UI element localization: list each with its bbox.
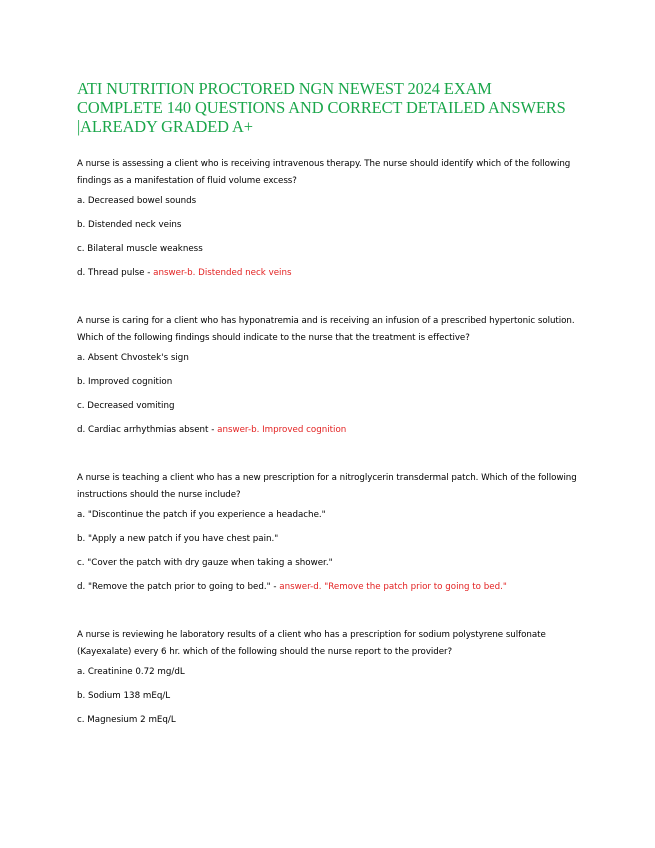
answer-option: a. Decreased bowel sounds (77, 196, 197, 206)
question-stem: A nurse is reviewing he laboratory results of a client who has a prescription for sodium polystyrene sulfonate (Kayexalate) every 6 hr. which of the following should the nurse report to the provider? (77, 630, 546, 657)
correct-answer: answer-d. "Remove the patch prior to going to bed." (279, 582, 507, 592)
document-page (77, 79, 577, 738)
answer-option: b. Distended neck veins (77, 220, 182, 230)
answer-option: a. Absent Chvostek's sign (77, 353, 189, 363)
answer-option: c. Magnesium 2 mEq/L (77, 715, 176, 725)
answer-option: d. "Remove the patch prior to going to bed." - (77, 582, 280, 592)
section-gap (77, 448, 577, 470)
answer-option: c. "Cover the patch with dry gauze when taking a shower." (77, 558, 333, 568)
document-title: ATI NUTRITION PROCTORED NGN NEWEST 2024 EXAM COMPLETE 140 QUESTIONS AND CORRECT DETAILED ANSWERS |ALREADY GRADED A+ (77, 79, 566, 136)
answer-option: c. Decreased vomiting (77, 401, 175, 411)
question-stem: A nurse is assessing a client who is receiving intravenous therapy. The nurse should identify which of the following findings as a manifestation of fluid volume excess? (77, 159, 571, 186)
section-gap (77, 291, 577, 313)
question-block (77, 156, 577, 280)
question-stem: A nurse is teaching a client who has a new prescription for a nitroglycerin transdermal patch. Which of the following instructions should the nurse include? (77, 473, 577, 500)
answer-option-with-key (77, 424, 577, 437)
answer-option: d. Cardiac arrhythmias absent - (77, 425, 218, 435)
correct-answer: answer-b. Distended neck veins (153, 268, 292, 278)
answer-option: a. Creatinine 0.72 mg/dL (77, 667, 185, 677)
answer-option: b. "Apply a new patch if you have chest pain." (77, 534, 279, 544)
section-gap (77, 605, 577, 627)
answer-option: d. Thread pulse - (77, 268, 154, 278)
question-block (77, 313, 577, 437)
answer-option-with-key (77, 267, 577, 280)
question-stem: A nurse is caring for a client who has hyponatremia and is receiving an infusion of a prescribed hypertonic solution. Which of the following findings should indicate to the nurse that the treatment is effective? (77, 316, 575, 343)
answer-option: b. Sodium 138 mEq/L (77, 691, 171, 701)
answer-option-with-key (77, 581, 577, 594)
question-block (77, 627, 577, 727)
answer-option: a. "Discontinue the patch if you experience a headache." (77, 510, 326, 520)
answer-option: c. Bilateral muscle weakness (77, 244, 203, 254)
correct-answer: answer-b. Improved cognition (217, 425, 347, 435)
answer-option: b. Improved cognition (77, 377, 173, 387)
question-block (77, 470, 577, 594)
